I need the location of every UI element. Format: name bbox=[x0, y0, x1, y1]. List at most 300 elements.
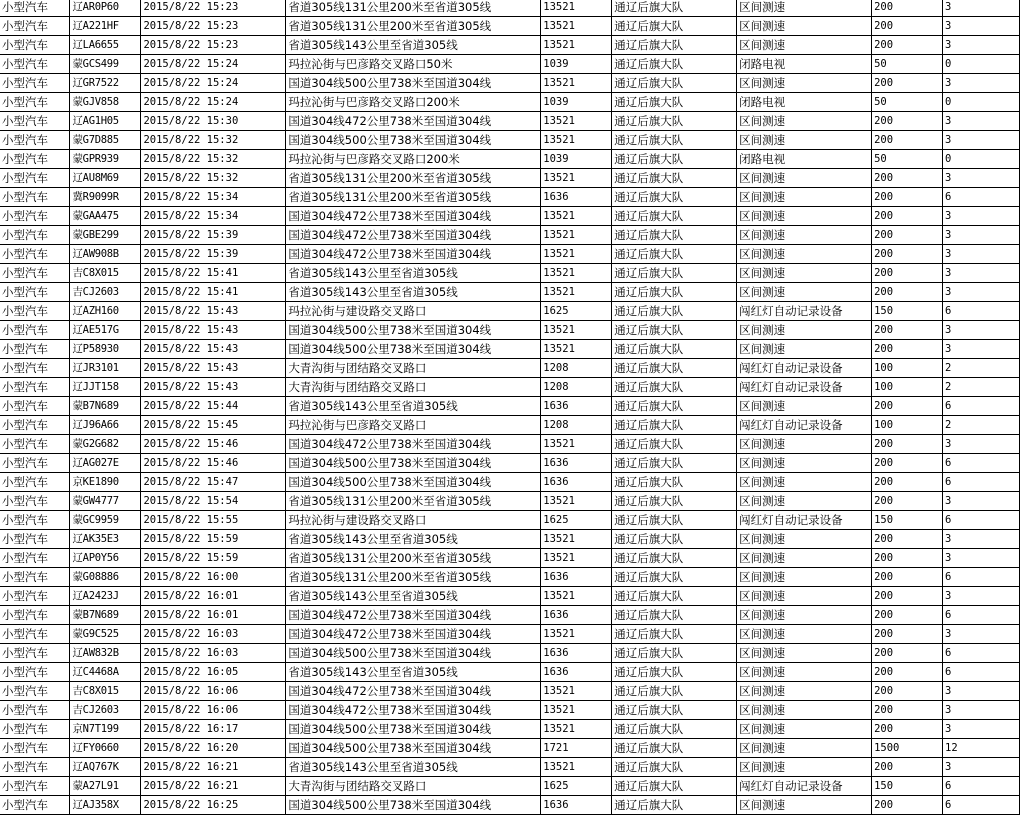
plate-cell[interactable]: 蒙GJV858 bbox=[70, 93, 141, 112]
location-cell[interactable]: 玛拉沁街与巴彦路交叉路口200米 bbox=[286, 93, 541, 112]
time-cell[interactable]: 2015/8/22 15:43 bbox=[141, 378, 286, 397]
plate-cell[interactable]: 蒙GPR939 bbox=[70, 150, 141, 169]
table-row[interactable] bbox=[0, 169, 1020, 188]
plate-cell[interactable]: 蒙G9C525 bbox=[70, 625, 141, 644]
table-row[interactable] bbox=[0, 777, 1020, 796]
time-cell[interactable]: 2015/8/22 16:06 bbox=[141, 682, 286, 701]
location-cell[interactable]: 国道304线500公里738米至国道304线 bbox=[286, 131, 541, 150]
vehicle-type-cell[interactable]: 小型汽车 bbox=[0, 150, 70, 169]
unit-cell[interactable]: 通辽后旗大队 bbox=[612, 226, 737, 245]
time-cell[interactable]: 2015/8/22 15:59 bbox=[141, 549, 286, 568]
plate-cell[interactable]: 蒙B7N689 bbox=[70, 397, 141, 416]
table-row[interactable] bbox=[0, 378, 1020, 397]
time-cell[interactable]: 2015/8/22 16:17 bbox=[141, 720, 286, 739]
device-cell[interactable]: 区间测速 bbox=[737, 321, 872, 340]
table-row[interactable] bbox=[0, 397, 1020, 416]
device-cell[interactable]: 区间测速 bbox=[737, 36, 872, 55]
vehicle-type-cell[interactable]: 小型汽车 bbox=[0, 283, 70, 302]
device-cell[interactable]: 区间测速 bbox=[737, 530, 872, 549]
points-cell[interactable]: 6 bbox=[943, 606, 1020, 625]
code-cell[interactable]: 13521 bbox=[541, 36, 612, 55]
time-cell[interactable]: 2015/8/22 16:25 bbox=[141, 796, 286, 815]
location-cell[interactable]: 国道304线500公里738米至国道304线 bbox=[286, 644, 541, 663]
table-row[interactable] bbox=[0, 245, 1020, 264]
device-cell[interactable]: 闯红灯自动记录设备 bbox=[737, 302, 872, 321]
points-cell[interactable]: 6 bbox=[943, 568, 1020, 587]
location-cell[interactable]: 国道304线500公里738米至国道304线 bbox=[286, 473, 541, 492]
time-cell[interactable]: 2015/8/22 15:34 bbox=[141, 207, 286, 226]
device-cell[interactable]: 区间测速 bbox=[737, 264, 872, 283]
device-cell[interactable]: 区间测速 bbox=[737, 245, 872, 264]
points-cell[interactable]: 3 bbox=[943, 340, 1020, 359]
code-cell[interactable]: 13521 bbox=[541, 264, 612, 283]
vehicle-type-cell[interactable]: 小型汽车 bbox=[0, 397, 70, 416]
code-cell[interactable]: 13521 bbox=[541, 283, 612, 302]
unit-cell[interactable]: 通辽后旗大队 bbox=[612, 283, 737, 302]
location-cell[interactable]: 大青沟街与团结路交叉路口 bbox=[286, 777, 541, 796]
plate-cell[interactable]: 辽LA6655 bbox=[70, 36, 141, 55]
location-cell[interactable]: 国道304线500公里738米至国道304线 bbox=[286, 454, 541, 473]
points-cell[interactable]: 6 bbox=[943, 777, 1020, 796]
plate-cell[interactable]: 辽AZH160 bbox=[70, 302, 141, 321]
time-cell[interactable]: 2015/8/22 15:54 bbox=[141, 492, 286, 511]
plate-cell[interactable]: 辽A221HF bbox=[70, 17, 141, 36]
vehicle-type-cell[interactable]: 小型汽车 bbox=[0, 549, 70, 568]
vehicle-type-cell[interactable]: 小型汽车 bbox=[0, 568, 70, 587]
device-cell[interactable]: 区间测速 bbox=[737, 74, 872, 93]
time-cell[interactable]: 2015/8/22 15:43 bbox=[141, 321, 286, 340]
table-row[interactable] bbox=[0, 530, 1020, 549]
points-cell[interactable]: 3 bbox=[943, 0, 1020, 17]
table-row[interactable] bbox=[0, 359, 1020, 378]
table-row[interactable] bbox=[0, 701, 1020, 720]
device-cell[interactable]: 区间测速 bbox=[737, 435, 872, 454]
table-row[interactable] bbox=[0, 17, 1020, 36]
time-cell[interactable]: 2015/8/22 15:24 bbox=[141, 74, 286, 93]
code-cell[interactable]: 1636 bbox=[541, 188, 612, 207]
fine-cell[interactable]: 200 bbox=[872, 492, 943, 511]
fine-cell[interactable]: 200 bbox=[872, 473, 943, 492]
table-row[interactable] bbox=[0, 131, 1020, 150]
device-cell[interactable]: 闭路电视 bbox=[737, 55, 872, 74]
unit-cell[interactable]: 通辽后旗大队 bbox=[612, 321, 737, 340]
code-cell[interactable]: 1039 bbox=[541, 55, 612, 74]
location-cell[interactable]: 玛拉沁街与建设路交叉路口 bbox=[286, 302, 541, 321]
code-cell[interactable]: 1636 bbox=[541, 473, 612, 492]
plate-cell[interactable]: 辽GR7522 bbox=[70, 74, 141, 93]
plate-cell[interactable]: 辽AU8M69 bbox=[70, 169, 141, 188]
unit-cell[interactable]: 通辽后旗大队 bbox=[612, 416, 737, 435]
table-row[interactable] bbox=[0, 758, 1020, 777]
vehicle-type-cell[interactable]: 小型汽车 bbox=[0, 245, 70, 264]
plate-cell[interactable]: 辽JR3101 bbox=[70, 359, 141, 378]
fine-cell[interactable]: 200 bbox=[872, 283, 943, 302]
time-cell[interactable]: 2015/8/22 15:39 bbox=[141, 245, 286, 264]
points-cell[interactable]: 3 bbox=[943, 169, 1020, 188]
table-row[interactable] bbox=[0, 644, 1020, 663]
device-cell[interactable]: 区间测速 bbox=[737, 473, 872, 492]
unit-cell[interactable]: 通辽后旗大队 bbox=[612, 340, 737, 359]
time-cell[interactable]: 2015/8/22 15:43 bbox=[141, 302, 286, 321]
fine-cell[interactable]: 200 bbox=[872, 682, 943, 701]
table-row[interactable] bbox=[0, 473, 1020, 492]
location-cell[interactable]: 国道304线472公里738米至国道304线 bbox=[286, 207, 541, 226]
points-cell[interactable]: 0 bbox=[943, 55, 1020, 74]
time-cell[interactable]: 2015/8/22 15:47 bbox=[141, 473, 286, 492]
unit-cell[interactable]: 通辽后旗大队 bbox=[612, 625, 737, 644]
table-row[interactable] bbox=[0, 416, 1020, 435]
location-cell[interactable]: 国道304线472公里738米至国道304线 bbox=[286, 112, 541, 131]
vehicle-type-cell[interactable]: 小型汽车 bbox=[0, 207, 70, 226]
time-cell[interactable]: 2015/8/22 16:01 bbox=[141, 587, 286, 606]
device-cell[interactable]: 区间测速 bbox=[737, 644, 872, 663]
code-cell[interactable]: 13521 bbox=[541, 340, 612, 359]
device-cell[interactable]: 区间测速 bbox=[737, 131, 872, 150]
unit-cell[interactable]: 通辽后旗大队 bbox=[612, 188, 737, 207]
fine-cell[interactable]: 200 bbox=[872, 74, 943, 93]
fine-cell[interactable]: 1500 bbox=[872, 739, 943, 758]
code-cell[interactable]: 1039 bbox=[541, 93, 612, 112]
location-cell[interactable]: 省道305线131公里200米至省道305线 bbox=[286, 0, 541, 17]
time-cell[interactable]: 2015/8/22 15:44 bbox=[141, 397, 286, 416]
unit-cell[interactable]: 通辽后旗大队 bbox=[612, 112, 737, 131]
table-row[interactable] bbox=[0, 492, 1020, 511]
code-cell[interactable]: 13521 bbox=[541, 701, 612, 720]
device-cell[interactable]: 区间测速 bbox=[737, 17, 872, 36]
location-cell[interactable]: 玛拉沁街与巴彦路交叉路口200米 bbox=[286, 150, 541, 169]
device-cell[interactable]: 闯红灯自动记录设备 bbox=[737, 378, 872, 397]
code-cell[interactable]: 13521 bbox=[541, 321, 612, 340]
code-cell[interactable]: 1636 bbox=[541, 606, 612, 625]
points-cell[interactable]: 3 bbox=[943, 549, 1020, 568]
fine-cell[interactable]: 200 bbox=[872, 340, 943, 359]
device-cell[interactable]: 区间测速 bbox=[737, 226, 872, 245]
location-cell[interactable]: 省道305线143公里至省道305线 bbox=[286, 758, 541, 777]
location-cell[interactable]: 省道305线131公里200米至省道305线 bbox=[286, 492, 541, 511]
points-cell[interactable]: 0 bbox=[943, 150, 1020, 169]
time-cell[interactable]: 2015/8/22 16:20 bbox=[141, 739, 286, 758]
code-cell[interactable]: 13521 bbox=[541, 720, 612, 739]
code-cell[interactable]: 13521 bbox=[541, 169, 612, 188]
fine-cell[interactable]: 200 bbox=[872, 454, 943, 473]
code-cell[interactable]: 13521 bbox=[541, 435, 612, 454]
code-cell[interactable]: 13521 bbox=[541, 587, 612, 606]
table-row[interactable] bbox=[0, 796, 1020, 815]
time-cell[interactable]: 2015/8/22 15:23 bbox=[141, 17, 286, 36]
fine-cell[interactable]: 150 bbox=[872, 511, 943, 530]
plate-cell[interactable]: 蒙G2G682 bbox=[70, 435, 141, 454]
code-cell[interactable]: 1625 bbox=[541, 777, 612, 796]
unit-cell[interactable]: 通辽后旗大队 bbox=[612, 587, 737, 606]
time-cell[interactable]: 2015/8/22 15:41 bbox=[141, 264, 286, 283]
unit-cell[interactable]: 通辽后旗大队 bbox=[612, 74, 737, 93]
points-cell[interactable]: 3 bbox=[943, 435, 1020, 454]
device-cell[interactable]: 区间测速 bbox=[737, 796, 872, 815]
vehicle-type-cell[interactable]: 小型汽车 bbox=[0, 777, 70, 796]
plate-cell[interactable]: 辽AJ358X bbox=[70, 796, 141, 815]
fine-cell[interactable]: 200 bbox=[872, 112, 943, 131]
device-cell[interactable]: 区间测速 bbox=[737, 682, 872, 701]
points-cell[interactable]: 3 bbox=[943, 587, 1020, 606]
location-cell[interactable]: 玛拉沁街与巴彦路交叉路口 bbox=[286, 416, 541, 435]
unit-cell[interactable]: 通辽后旗大队 bbox=[612, 454, 737, 473]
device-cell[interactable]: 区间测速 bbox=[737, 758, 872, 777]
unit-cell[interactable]: 通辽后旗大队 bbox=[612, 701, 737, 720]
device-cell[interactable]: 区间测速 bbox=[737, 112, 872, 131]
plate-cell[interactable]: 辽AP0Y56 bbox=[70, 549, 141, 568]
location-cell[interactable]: 国道304线500公里738米至国道304线 bbox=[286, 340, 541, 359]
fine-cell[interactable]: 200 bbox=[872, 36, 943, 55]
location-cell[interactable]: 国道304线472公里738米至国道304线 bbox=[286, 435, 541, 454]
unit-cell[interactable]: 通辽后旗大队 bbox=[612, 435, 737, 454]
fine-cell[interactable]: 200 bbox=[872, 530, 943, 549]
plate-cell[interactable]: 辽AK35E3 bbox=[70, 530, 141, 549]
vehicle-type-cell[interactable]: 小型汽车 bbox=[0, 682, 70, 701]
table-row[interactable] bbox=[0, 0, 1020, 17]
table-row[interactable] bbox=[0, 435, 1020, 454]
plate-cell[interactable]: 蒙GBE299 bbox=[70, 226, 141, 245]
unit-cell[interactable]: 通辽后旗大队 bbox=[612, 720, 737, 739]
code-cell[interactable]: 1208 bbox=[541, 378, 612, 397]
points-cell[interactable]: 3 bbox=[943, 245, 1020, 264]
plate-cell[interactable]: 蒙B7N689 bbox=[70, 606, 141, 625]
plate-cell[interactable]: 辽JJT158 bbox=[70, 378, 141, 397]
fine-cell[interactable]: 200 bbox=[872, 720, 943, 739]
fine-cell[interactable]: 200 bbox=[872, 568, 943, 587]
table-row[interactable] bbox=[0, 720, 1020, 739]
vehicle-type-cell[interactable]: 小型汽车 bbox=[0, 511, 70, 530]
table-row[interactable] bbox=[0, 74, 1020, 93]
points-cell[interactable]: 6 bbox=[943, 397, 1020, 416]
unit-cell[interactable]: 通辽后旗大队 bbox=[612, 359, 737, 378]
device-cell[interactable]: 区间测速 bbox=[737, 492, 872, 511]
location-cell[interactable]: 省道305线143公里至省道305线 bbox=[286, 587, 541, 606]
time-cell[interactable]: 2015/8/22 16:03 bbox=[141, 644, 286, 663]
plate-cell[interactable]: 蒙GCS499 bbox=[70, 55, 141, 74]
plate-cell[interactable]: 辽AW832B bbox=[70, 644, 141, 663]
fine-cell[interactable]: 200 bbox=[872, 207, 943, 226]
plate-cell[interactable]: 辽FY0660 bbox=[70, 739, 141, 758]
fine-cell[interactable]: 50 bbox=[872, 55, 943, 74]
points-cell[interactable]: 6 bbox=[943, 302, 1020, 321]
time-cell[interactable]: 2015/8/22 15:23 bbox=[141, 36, 286, 55]
plate-cell[interactable]: 蒙G08886 bbox=[70, 568, 141, 587]
location-cell[interactable]: 国道304线472公里738米至国道304线 bbox=[286, 226, 541, 245]
time-cell[interactable]: 2015/8/22 15:43 bbox=[141, 340, 286, 359]
location-cell[interactable]: 省道305线131公里200米至省道305线 bbox=[286, 188, 541, 207]
time-cell[interactable]: 2015/8/22 15:34 bbox=[141, 188, 286, 207]
location-cell[interactable]: 省道305线143公里至省道305线 bbox=[286, 264, 541, 283]
time-cell[interactable]: 2015/8/22 15:23 bbox=[141, 0, 286, 17]
code-cell[interactable]: 13521 bbox=[541, 74, 612, 93]
device-cell[interactable]: 闯红灯自动记录设备 bbox=[737, 416, 872, 435]
unit-cell[interactable]: 通辽后旗大队 bbox=[612, 169, 737, 188]
fine-cell[interactable]: 200 bbox=[872, 701, 943, 720]
fine-cell[interactable]: 200 bbox=[872, 169, 943, 188]
table-row[interactable] bbox=[0, 36, 1020, 55]
time-cell[interactable]: 2015/8/22 16:21 bbox=[141, 758, 286, 777]
unit-cell[interactable]: 通辽后旗大队 bbox=[612, 473, 737, 492]
table-row[interactable] bbox=[0, 625, 1020, 644]
unit-cell[interactable]: 通辽后旗大队 bbox=[612, 150, 737, 169]
code-cell[interactable]: 1636 bbox=[541, 663, 612, 682]
unit-cell[interactable]: 通辽后旗大队 bbox=[612, 568, 737, 587]
plate-cell[interactable]: 吉CJ2603 bbox=[70, 283, 141, 302]
vehicle-type-cell[interactable]: 小型汽车 bbox=[0, 74, 70, 93]
table-row[interactable] bbox=[0, 207, 1020, 226]
fine-cell[interactable]: 200 bbox=[872, 245, 943, 264]
unit-cell[interactable]: 通辽后旗大队 bbox=[612, 131, 737, 150]
device-cell[interactable]: 区间测速 bbox=[737, 720, 872, 739]
location-cell[interactable]: 国道304线500公里738米至国道304线 bbox=[286, 720, 541, 739]
fine-cell[interactable]: 200 bbox=[872, 321, 943, 340]
vehicle-type-cell[interactable]: 小型汽车 bbox=[0, 359, 70, 378]
fine-cell[interactable]: 200 bbox=[872, 188, 943, 207]
location-cell[interactable]: 省道305线143公里至省道305线 bbox=[286, 36, 541, 55]
points-cell[interactable]: 3 bbox=[943, 530, 1020, 549]
time-cell[interactable]: 2015/8/22 15:32 bbox=[141, 169, 286, 188]
plate-cell[interactable]: 辽AR0P60 bbox=[70, 0, 141, 17]
fine-cell[interactable]: 200 bbox=[872, 587, 943, 606]
code-cell[interactable]: 1636 bbox=[541, 796, 612, 815]
table-row[interactable] bbox=[0, 568, 1020, 587]
code-cell[interactable]: 13521 bbox=[541, 492, 612, 511]
device-cell[interactable]: 区间测速 bbox=[737, 397, 872, 416]
vehicle-type-cell[interactable]: 小型汽车 bbox=[0, 340, 70, 359]
fine-cell[interactable]: 200 bbox=[872, 606, 943, 625]
points-cell[interactable]: 6 bbox=[943, 644, 1020, 663]
device-cell[interactable]: 区间测速 bbox=[737, 587, 872, 606]
device-cell[interactable]: 闯红灯自动记录设备 bbox=[737, 777, 872, 796]
plate-cell[interactable]: 吉C8X015 bbox=[70, 682, 141, 701]
unit-cell[interactable]: 通辽后旗大队 bbox=[612, 55, 737, 74]
vehicle-type-cell[interactable]: 小型汽车 bbox=[0, 264, 70, 283]
fine-cell[interactable]: 200 bbox=[872, 226, 943, 245]
code-cell[interactable]: 13521 bbox=[541, 245, 612, 264]
points-cell[interactable]: 12 bbox=[943, 739, 1020, 758]
points-cell[interactable]: 3 bbox=[943, 17, 1020, 36]
location-cell[interactable]: 大青沟街与团结路交叉路口 bbox=[286, 378, 541, 397]
vehicle-type-cell[interactable]: 小型汽车 bbox=[0, 93, 70, 112]
points-cell[interactable]: 3 bbox=[943, 226, 1020, 245]
vehicle-type-cell[interactable]: 小型汽车 bbox=[0, 36, 70, 55]
code-cell[interactable]: 13521 bbox=[541, 17, 612, 36]
vehicle-type-cell[interactable]: 小型汽车 bbox=[0, 416, 70, 435]
fine-cell[interactable]: 150 bbox=[872, 777, 943, 796]
code-cell[interactable]: 13521 bbox=[541, 0, 612, 17]
fine-cell[interactable]: 200 bbox=[872, 264, 943, 283]
device-cell[interactable]: 闭路电视 bbox=[737, 150, 872, 169]
unit-cell[interactable]: 通辽后旗大队 bbox=[612, 777, 737, 796]
points-cell[interactable]: 3 bbox=[943, 720, 1020, 739]
vehicle-type-cell[interactable]: 小型汽车 bbox=[0, 720, 70, 739]
table-row[interactable] bbox=[0, 663, 1020, 682]
vehicle-type-cell[interactable]: 小型汽车 bbox=[0, 112, 70, 131]
time-cell[interactable]: 2015/8/22 16:01 bbox=[141, 606, 286, 625]
points-cell[interactable]: 3 bbox=[943, 207, 1020, 226]
location-cell[interactable]: 省道305线131公里200米至省道305线 bbox=[286, 169, 541, 188]
location-cell[interactable]: 国道304线472公里738米至国道304线 bbox=[286, 625, 541, 644]
table-row[interactable] bbox=[0, 340, 1020, 359]
points-cell[interactable]: 3 bbox=[943, 625, 1020, 644]
points-cell[interactable]: 3 bbox=[943, 682, 1020, 701]
time-cell[interactable]: 2015/8/22 15:46 bbox=[141, 454, 286, 473]
vehicle-type-cell[interactable]: 小型汽车 bbox=[0, 587, 70, 606]
code-cell[interactable]: 1039 bbox=[541, 150, 612, 169]
fine-cell[interactable]: 100 bbox=[872, 416, 943, 435]
time-cell[interactable]: 2015/8/22 15:41 bbox=[141, 283, 286, 302]
fine-cell[interactable]: 100 bbox=[872, 359, 943, 378]
device-cell[interactable]: 区间测速 bbox=[737, 701, 872, 720]
code-cell[interactable]: 1721 bbox=[541, 739, 612, 758]
unit-cell[interactable]: 通辽后旗大队 bbox=[612, 549, 737, 568]
device-cell[interactable]: 区间测速 bbox=[737, 568, 872, 587]
fine-cell[interactable]: 100 bbox=[872, 378, 943, 397]
fine-cell[interactable]: 200 bbox=[872, 663, 943, 682]
table-row[interactable] bbox=[0, 606, 1020, 625]
vehicle-type-cell[interactable]: 小型汽车 bbox=[0, 17, 70, 36]
location-cell[interactable]: 玛拉沁街与巴彦路交叉路口50米 bbox=[286, 55, 541, 74]
time-cell[interactable]: 2015/8/22 15:32 bbox=[141, 131, 286, 150]
plate-cell[interactable]: 蒙G7D885 bbox=[70, 131, 141, 150]
code-cell[interactable]: 13521 bbox=[541, 682, 612, 701]
location-cell[interactable]: 国道304线500公里738米至国道304线 bbox=[286, 74, 541, 93]
code-cell[interactable]: 13521 bbox=[541, 530, 612, 549]
fine-cell[interactable]: 200 bbox=[872, 435, 943, 454]
table-row[interactable] bbox=[0, 55, 1020, 74]
table-row[interactable] bbox=[0, 587, 1020, 606]
plate-cell[interactable]: 辽AW908B bbox=[70, 245, 141, 264]
plate-cell[interactable]: 辽AG1H05 bbox=[70, 112, 141, 131]
location-cell[interactable]: 国道304线472公里738米至国道304线 bbox=[286, 701, 541, 720]
vehicle-type-cell[interactable]: 小型汽车 bbox=[0, 454, 70, 473]
vehicle-type-cell[interactable]: 小型汽车 bbox=[0, 739, 70, 758]
location-cell[interactable]: 国道304线500公里738米至国道304线 bbox=[286, 739, 541, 758]
unit-cell[interactable]: 通辽后旗大队 bbox=[612, 511, 737, 530]
location-cell[interactable]: 省道305线131公里200米至省道305线 bbox=[286, 568, 541, 587]
unit-cell[interactable]: 通辽后旗大队 bbox=[612, 530, 737, 549]
vehicle-type-cell[interactable]: 小型汽车 bbox=[0, 625, 70, 644]
table-row[interactable] bbox=[0, 188, 1020, 207]
location-cell[interactable]: 国道304线472公里738米至国道304线 bbox=[286, 606, 541, 625]
fine-cell[interactable]: 200 bbox=[872, 131, 943, 150]
vehicle-type-cell[interactable]: 小型汽车 bbox=[0, 663, 70, 682]
vehicle-type-cell[interactable]: 小型汽车 bbox=[0, 492, 70, 511]
points-cell[interactable]: 3 bbox=[943, 758, 1020, 777]
points-cell[interactable]: 3 bbox=[943, 112, 1020, 131]
vehicle-type-cell[interactable]: 小型汽车 bbox=[0, 644, 70, 663]
unit-cell[interactable]: 通辽后旗大队 bbox=[612, 682, 737, 701]
fine-cell[interactable]: 200 bbox=[872, 0, 943, 17]
fine-cell[interactable]: 200 bbox=[872, 397, 943, 416]
points-cell[interactable]: 0 bbox=[943, 93, 1020, 112]
table-row[interactable] bbox=[0, 682, 1020, 701]
time-cell[interactable]: 2015/8/22 15:55 bbox=[141, 511, 286, 530]
device-cell[interactable]: 区间测速 bbox=[737, 0, 872, 17]
points-cell[interactable]: 2 bbox=[943, 416, 1020, 435]
unit-cell[interactable]: 通辽后旗大队 bbox=[612, 245, 737, 264]
points-cell[interactable]: 6 bbox=[943, 796, 1020, 815]
points-cell[interactable]: 3 bbox=[943, 321, 1020, 340]
vehicle-type-cell[interactable]: 小型汽车 bbox=[0, 473, 70, 492]
fine-cell[interactable]: 200 bbox=[872, 625, 943, 644]
unit-cell[interactable]: 通辽后旗大队 bbox=[612, 397, 737, 416]
code-cell[interactable]: 13521 bbox=[541, 758, 612, 777]
table-row[interactable] bbox=[0, 226, 1020, 245]
table-row[interactable] bbox=[0, 549, 1020, 568]
time-cell[interactable]: 2015/8/22 15:43 bbox=[141, 359, 286, 378]
unit-cell[interactable]: 通辽后旗大队 bbox=[612, 492, 737, 511]
